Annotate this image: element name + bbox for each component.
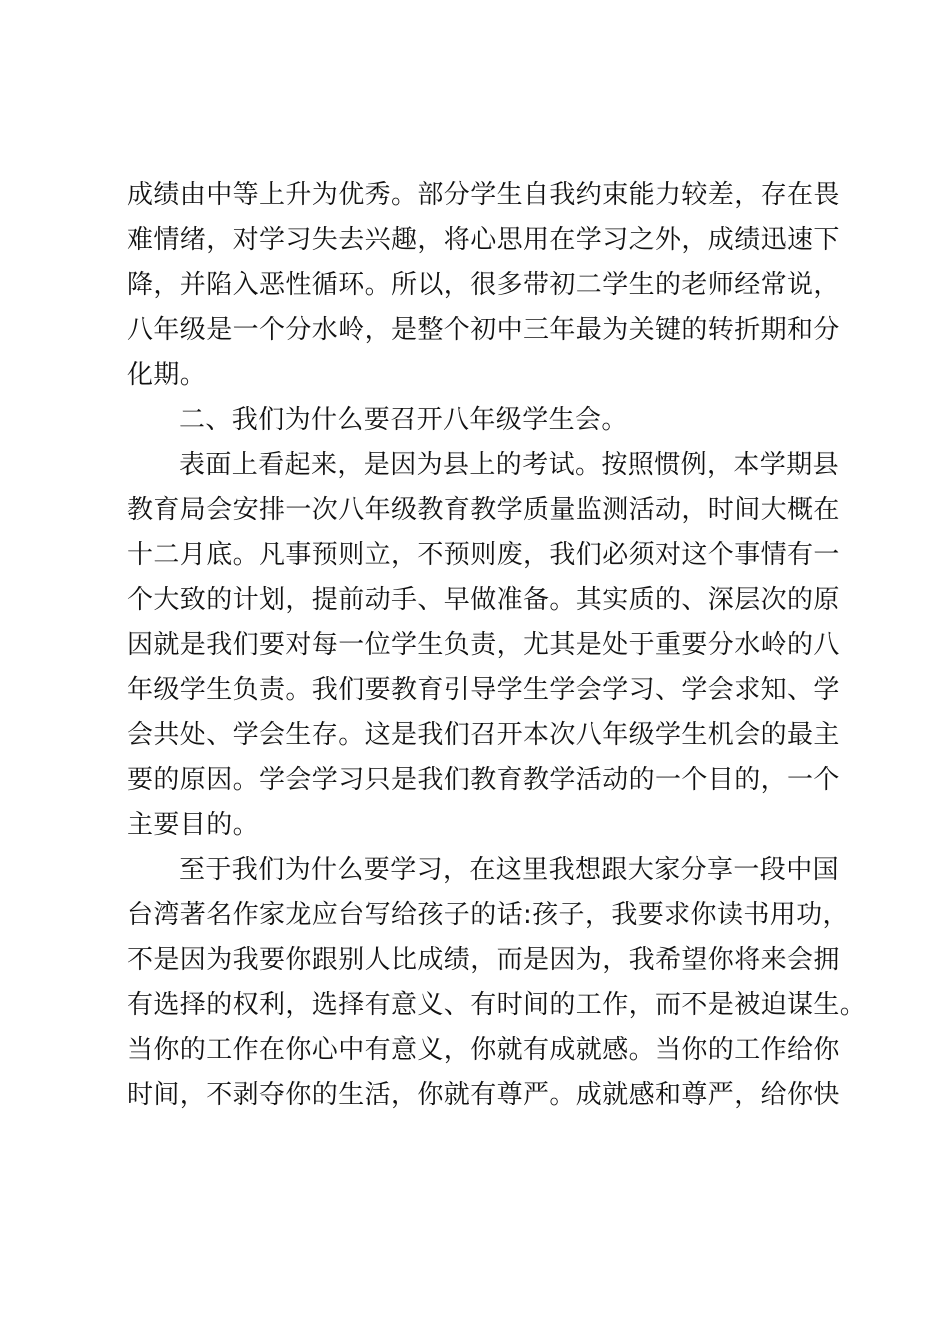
text-line: 会共处、学会生存。这是我们召开本次八年级学生机会的最主	[127, 720, 840, 750]
text-line: 至于我们为什么要学习，在这里我想跟大家分享一段中国	[179, 855, 840, 885]
text-line: 八年级是一个分水岭，是整个初中三年最为关键的转折期和分	[127, 315, 840, 345]
text-line: 十二月底。凡事预则立，不预则废，我们必须对这个事情有一	[127, 540, 840, 570]
text-line: 成绩由中等上升为优秀。部分学生自我约束能力较差，存在畏	[127, 180, 840, 210]
text-line: 因就是我们要对每一位学生负责，尤其是处于重要分水岭的八	[127, 630, 840, 660]
text-line: 主要目的。	[127, 810, 260, 840]
text-line: 要的原因。学会学习只是我们教育教学活动的一个目的，一个	[127, 765, 840, 795]
text-line: 台湾著名作家龙应台写给孩子的话:孩子，我要求你读书用功，	[127, 900, 849, 930]
text-line: 不是因为我要你跟别人比成绩，而是因为，我希望你将来会拥	[127, 945, 840, 975]
text-line: 表面上看起来，是因为县上的考试。按照惯例，本学期县	[179, 450, 840, 480]
text-line: 难情绪，对学习失去兴趣，将心思用在学习之外，成绩迅速下	[127, 225, 840, 255]
text-line: 降，并陷入恶性循环。所以，很多带初二学生的老师经常说，	[127, 270, 840, 300]
text-line: 化期。	[127, 360, 207, 390]
text-line: 年级学生负责。我们要教育引导学生学会学习、学会求知、学	[127, 675, 840, 705]
text-line: 个大致的计划，提前动手、早做准备。其实质的、深层次的原	[127, 585, 840, 615]
text-line: 有选择的权利，选择有意义、有时间的工作，而不是被迫谋生。	[127, 990, 867, 1020]
text-line: 教育局会安排一次八年级教育教学质量监测活动，时间大概在	[127, 495, 840, 525]
text-line: 当你的工作在你心中有意义，你就有成就感。当你的工作给你	[127, 1035, 840, 1065]
document-body	[127, 173, 867, 1118]
section-heading: 二、我们为什么要召开八年级学生会。	[179, 405, 628, 435]
text-line: 时间，不剥夺你的生活，你就有尊严。成就感和尊严，给你快	[127, 1080, 840, 1110]
